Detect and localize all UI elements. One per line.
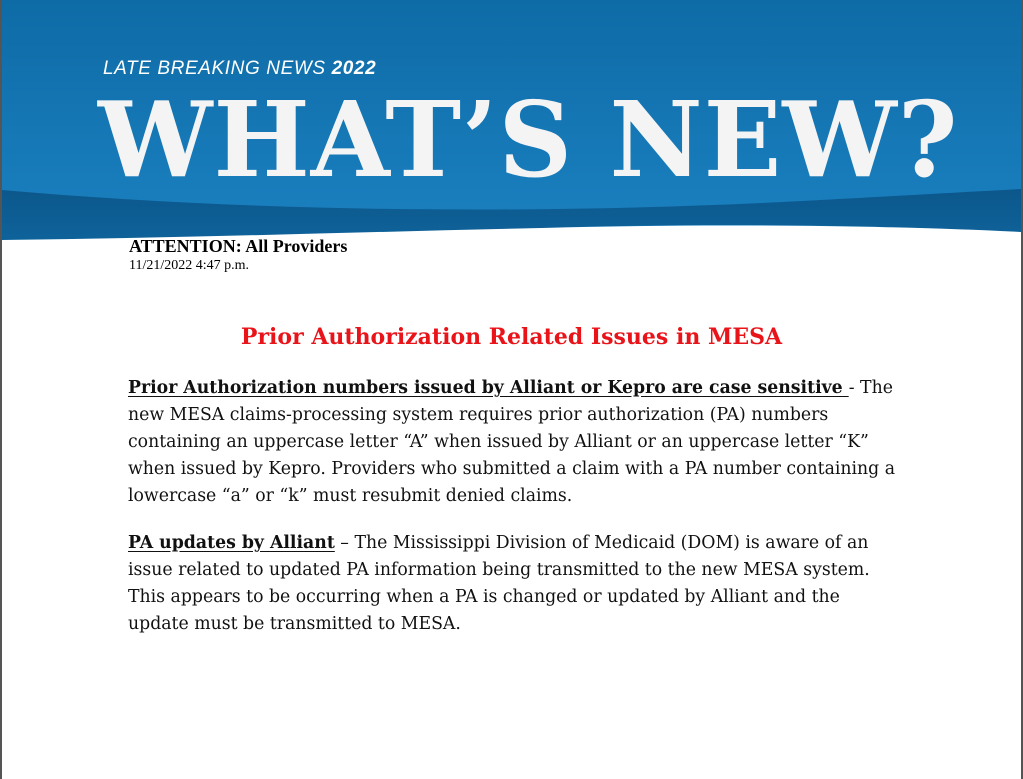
kicker-year: 2022 — [331, 58, 377, 79]
timestamp: 11/21/2022 4:47 p.m. — [129, 258, 250, 273]
headline: WHAT’S NEW? — [98, 78, 959, 201]
section-separator: – — [334, 533, 355, 553]
section-pa-updates — [128, 530, 903, 638]
attention-line: ATTENTION: All Providers — [129, 236, 348, 256]
section-lead: PA updates by Alliant — [128, 533, 335, 553]
article-title: Prior Authorization Related Issues in MESA — [240, 324, 783, 350]
kicker — [103, 58, 376, 80]
kicker-text: LATE BREAKING NEWS — [103, 58, 326, 79]
header-banner — [2, 0, 1021, 250]
section-lead: Prior Authorization numbers issued by Alliant or Kepro are case sensitive — [128, 378, 849, 398]
section-body: The Mississippi Division of Medicaid (DOM) is aware of an issue related to updated PA information being transmitted to the new MESA system. This appears to be occurring when a PA is changed or updated by Alliant and the update must be transmitted to MESA. — [128, 533, 870, 634]
section-case-sensitive — [128, 375, 903, 510]
section-separator: - — [848, 378, 861, 398]
section-body: The new MESA claims-processing system requires prior authorization (PA) numbers containing an uppercase letter “A” when issued by Alliant or an uppercase letter “K” when issued by Kepro. Providers who submitted a claim with a PA number containing a lowercase “a” or “k” must resubmit denied claims. — [128, 378, 896, 506]
